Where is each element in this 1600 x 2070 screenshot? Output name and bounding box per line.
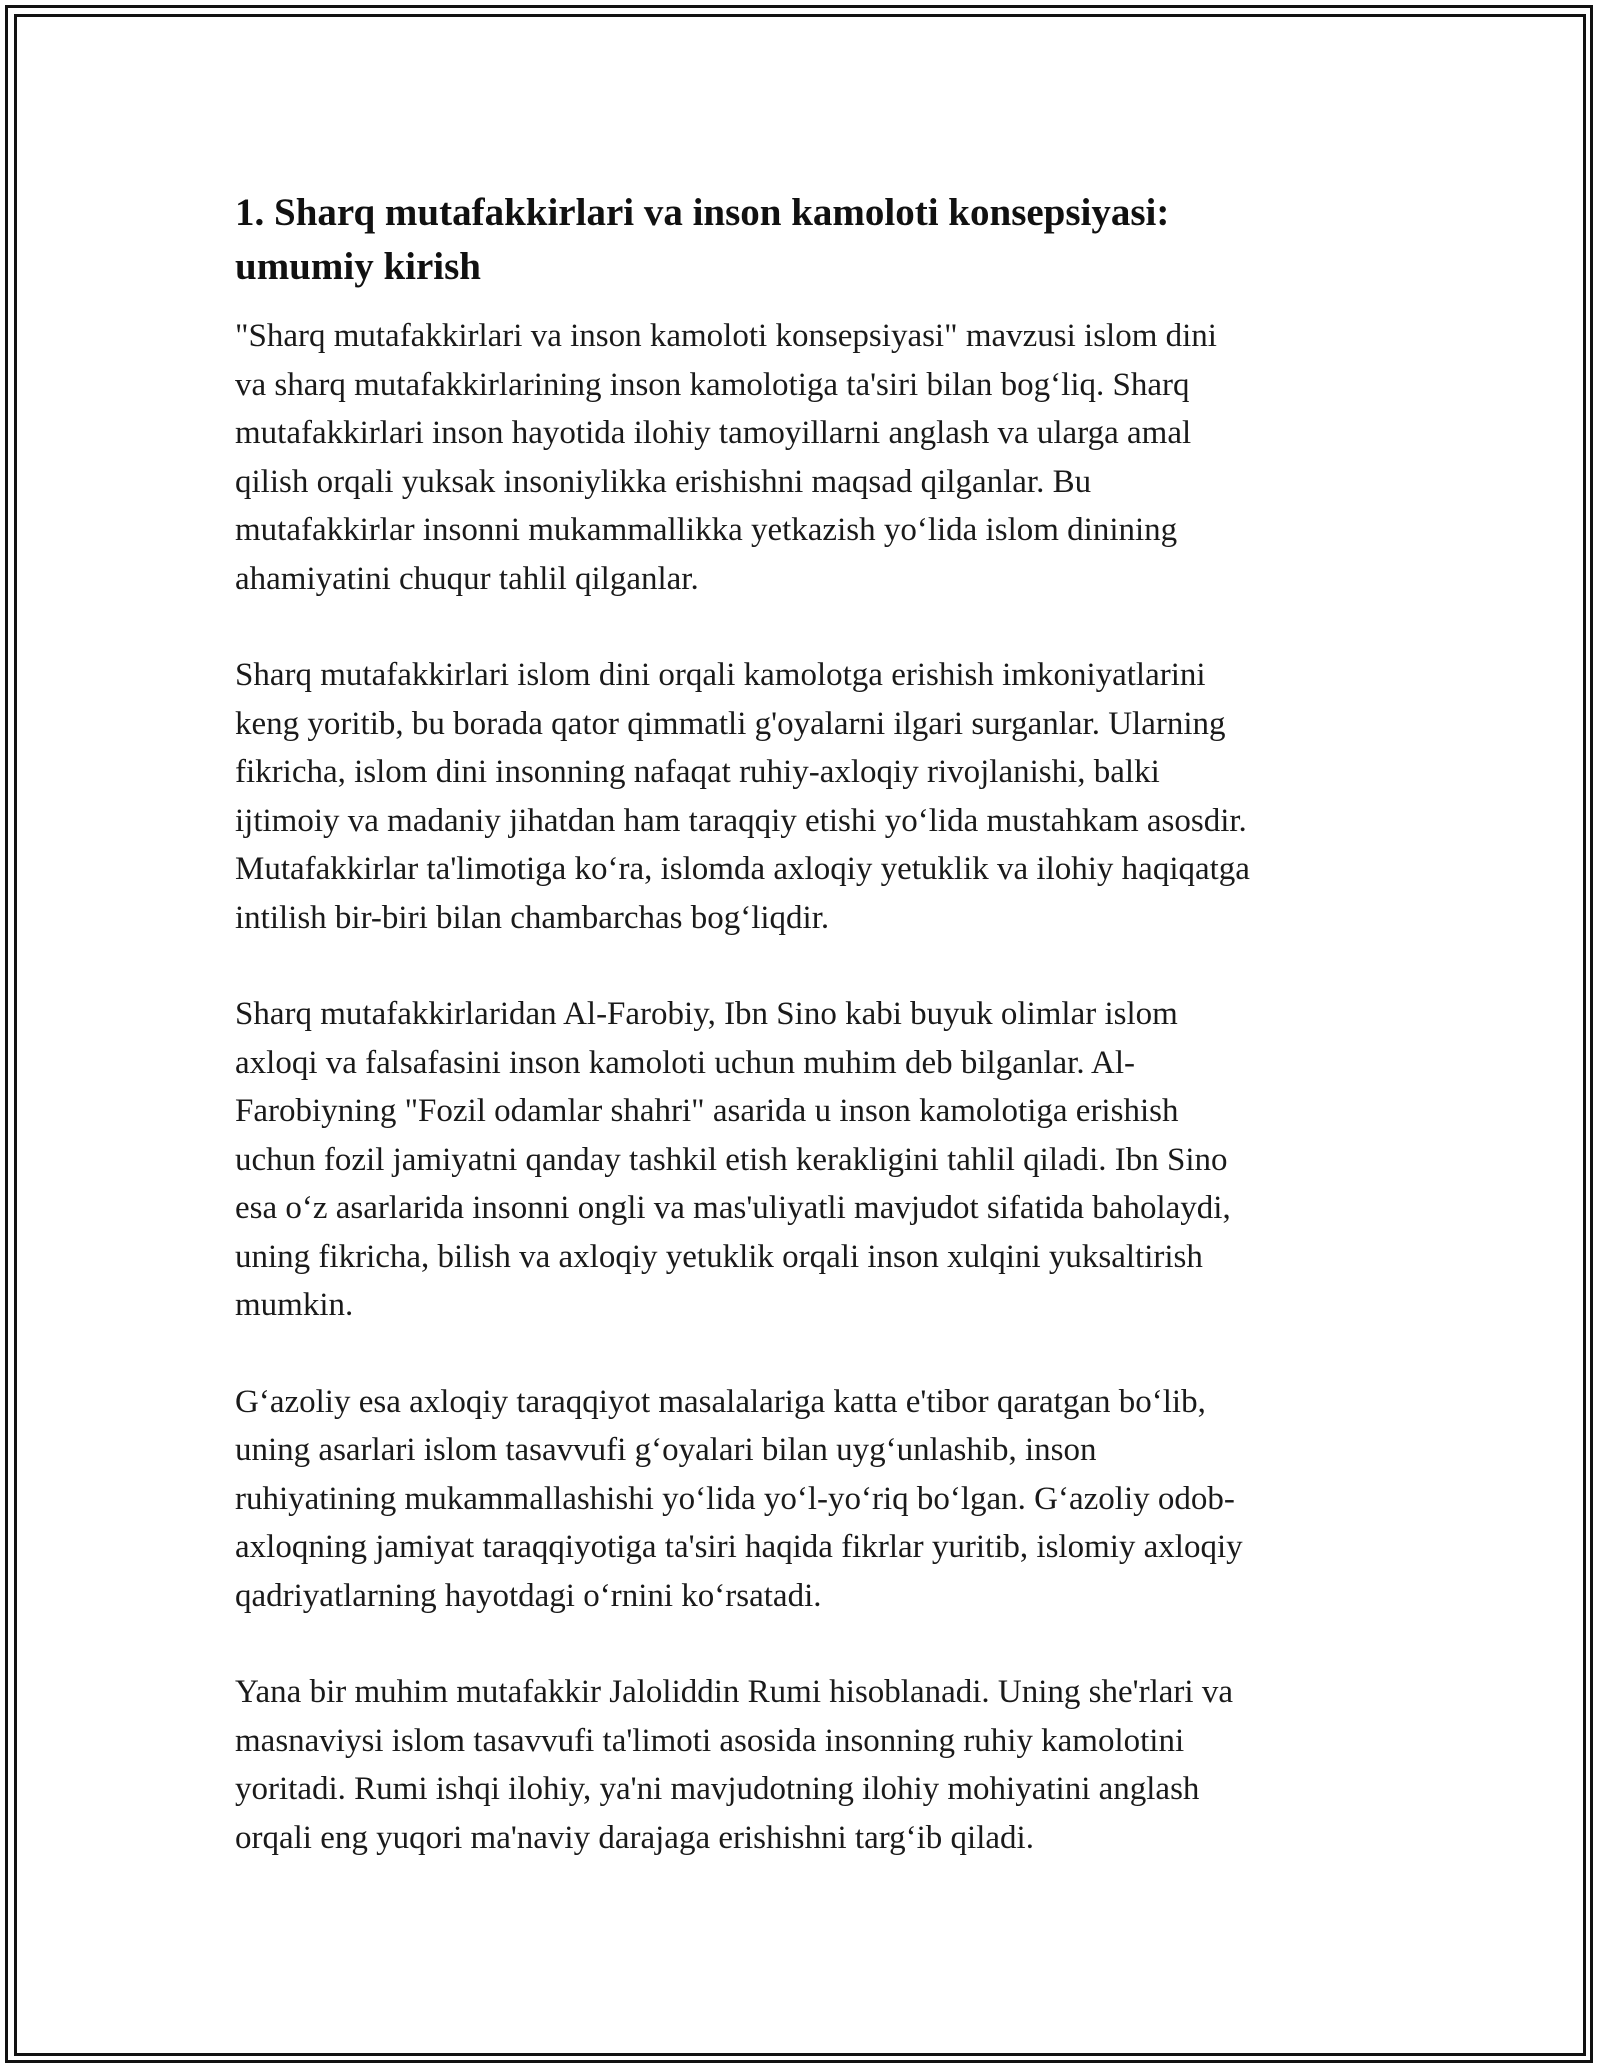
text-line: axloqning jamiyat taraqqiyotiga ta'siri haqida fikrlar yuritib, islomiy axloqiy (235, 1529, 1243, 1565)
section-heading (235, 186, 1375, 294)
text-line: esa o‘z asarlarida insonni ongli va mas'uliyatli mavjudot sifatida baholaydi, (235, 1190, 1231, 1226)
text-line: Mutafakkirlar ta'limotiga ko‘ra, islomda axloqiy yetuklik va ilohiy haqiqatga (235, 851, 1250, 887)
heading-line: 1. Sharq mutafakkirlari va inson kamoloti konsepsiyasi: (235, 191, 1170, 234)
text-line: Farobiyning "Fozil odamlar shahri" asarida u inson kamolotiga erishish (235, 1093, 1179, 1129)
paragraph-rumi (235, 1668, 1375, 1862)
text-line: yoritadi. Rumi ishqi ilohiy, ya'ni mavjudotning ilohiy mohiyatini anglash (235, 1771, 1200, 1807)
text-line: Sharq mutafakkirlari islom dini orqali kamolotga erishish imkoniyatlarini (235, 657, 1206, 693)
text-line: mumkin. (235, 1287, 354, 1323)
text-line: masnaviysi islom tasavvufi ta'limoti asosida insonning ruhiy kamolotini (235, 1722, 1185, 1759)
paragraph-farobiy-ibn-sino (235, 990, 1375, 1330)
text-line: G‘azoliy esa axloqiy taraqqiyot masalalariga katta e'tibor qaratgan bo‘lib, (235, 1383, 1206, 1420)
text-line: orqali eng yuqori ma'naviy darajaga erishishni targ‘ib qiladi. (235, 1819, 1034, 1856)
paragraph-intro (235, 312, 1375, 603)
text-line: va sharq mutafakkirlarining inson kamolotiga ta'siri bilan bog‘liq. Sharq (235, 366, 1190, 403)
document-body (235, 186, 1375, 1862)
text-line: Sharq mutafakkirlaridan Al-Farobiy, Ibn Sino kabi buyuk olimlar islom (235, 996, 1178, 1032)
text-line: fikricha, islom dini insonning nafaqat ruhiy-axloqiy rivojlanishi, balki (235, 754, 1160, 790)
text-line: mutafakkirlar insonni mukammallikka yetkazish yo‘lida islom dinining (235, 512, 1178, 548)
text-line: uning fikricha, bilish va axloqiy yetuklik orqali inson xulqini yuksaltirish (235, 1238, 1203, 1275)
text-line: Yana bir muhim mutafakkir Jaloliddin Rumi hisoblanadi. Uning she'rlari va (235, 1674, 1233, 1710)
text-line: intilish bir-biri bilan chambarchas bog‘liqdir. (235, 899, 830, 936)
text-line: keng yoritib, bu borada qator qimmatli g'oyalarni ilgari surganlar. Ularning (235, 705, 1226, 742)
text-line: ijtimoiy va madaniy jihatdan ham taraqqiy etishi yo‘lida mustahkam asosdir. (235, 802, 1247, 839)
paragraph-gazoliy (235, 1378, 1375, 1621)
text-line: ruhiyatining mukammallashishi yo‘lida yo‘l-yo‘riq bo‘lgan. G‘azoliy odob- (235, 1480, 1235, 1517)
text-line: uchun fozil jamiyatni qanday tashkil etish kerakligini tahlil qiladi. Ibn Sino (235, 1141, 1228, 1178)
heading-line: umumiy kirish (235, 245, 481, 288)
text-line: ahamiyatini chuqur tahlil qilganlar. (235, 560, 699, 597)
text-line: uning asarlari islom tasavvufi g‘oyalari bilan uyg‘unlashib, inson (235, 1432, 1097, 1468)
paragraph-islam-kamolot (235, 651, 1375, 942)
text-line: mutafakkirlari inson hayotida ilohiy tamoyillarni anglash va ularga amal (235, 415, 1192, 451)
text-line: "Sharq mutafakkirlari va inson kamoloti konsepsiyasi" mavzusi islom dini (235, 318, 1217, 354)
text-line: qilish orqali yuksak insoniylikka erishishni maqsad qilganlar. Bu (235, 463, 1092, 500)
text-line: qadriyatlarning hayotdagi o‘rnini ko‘rsatadi. (235, 1577, 822, 1614)
text-line: axloqi va falsafasini inson kamoloti uchun muhim deb bilganlar. Al- (235, 1044, 1136, 1081)
